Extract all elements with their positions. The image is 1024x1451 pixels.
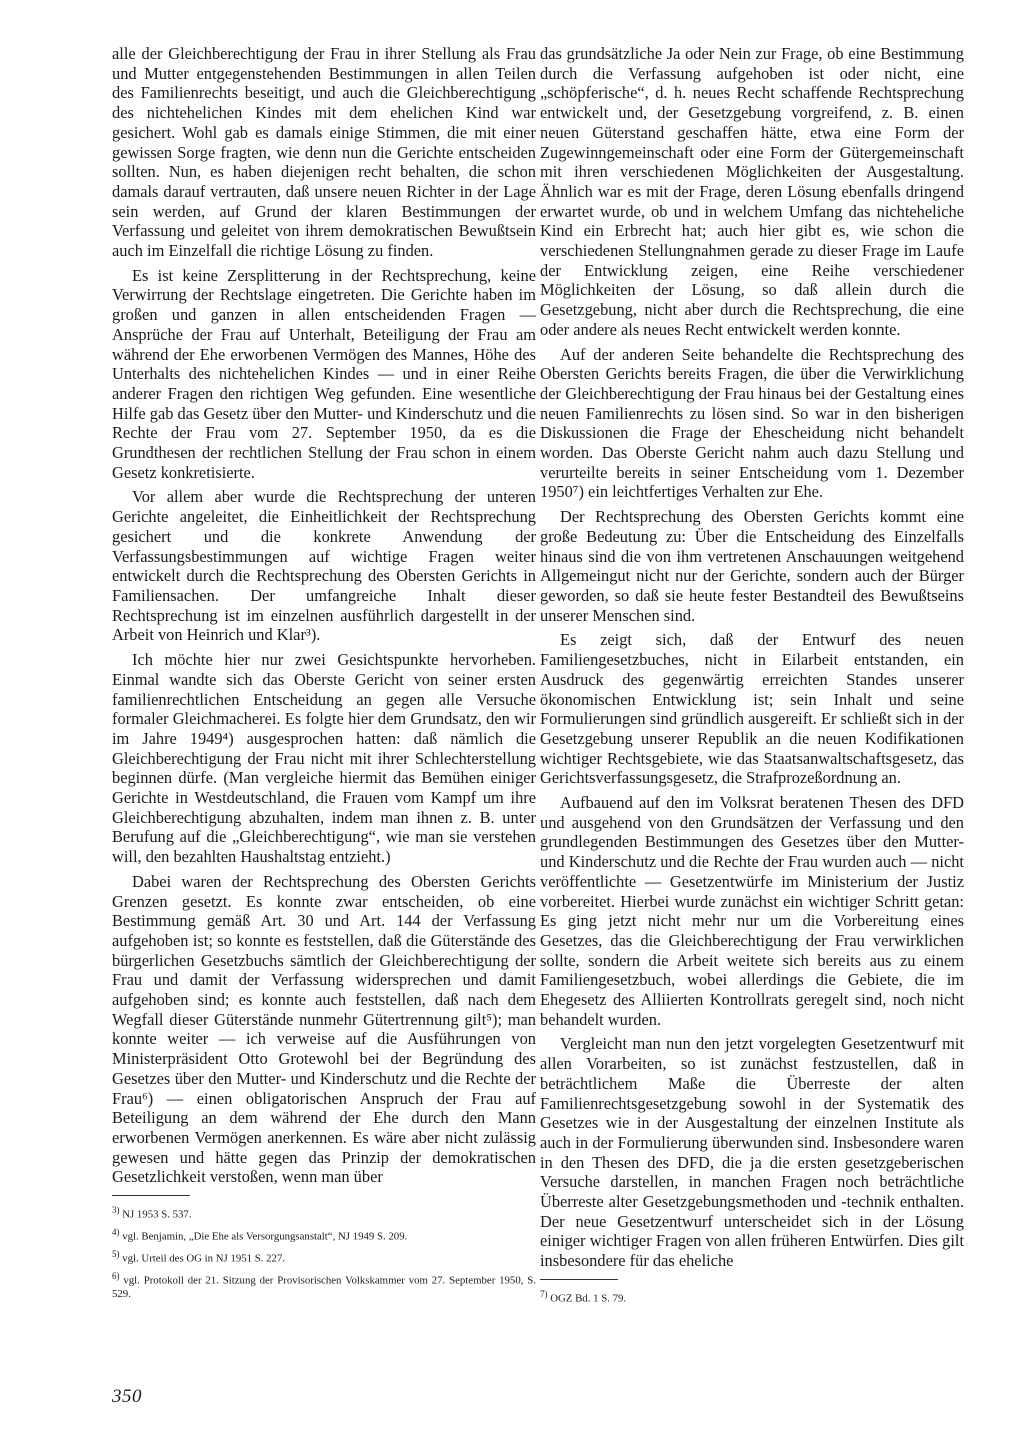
footnotes: [540, 1288, 964, 1306]
footnote: [112, 1248, 536, 1266]
paragraph: Auf der anderen Seite behandelte die Rechtsprechung des Obersten Gerichts bereits Fragen, die über die Verwirklichung der Gleichberechtigung der Frau hinaus bei der Gestaltung eines neuen Familienrechts zu lösen sind. So war in den bisherigen Diskussionen die Frage der Ehescheidung nicht behandelt worden. Das Oberste Gericht nahm auch dazu Stellung und verurteilte bereits in seiner Entscheidung vom 1. Dezember 1950⁷) ein leichtfertiges Verhalten zur Ehe.: [540, 344, 964, 502]
footnote-number: 7): [540, 1288, 548, 1299]
left-column: [112, 44, 536, 1306]
paragraph: Vor allem aber wurde die Rechtsprechung der unteren Gerichte angeleitet, die Einheitlichkeit der Rechtsprechung gesichert und die konkrete Anwendung der Verfassungsbestimmungen auf wichtige Fragen weiter entwickelt durch die Rechtsprechung des Obersten Gerichts in Familiensachen. Der umfangreiche Inhalt dieser Rechtsprechung ist im einzelnen ausführlich dargestellt in der Arbeit von Heinrich und Klar³).: [112, 487, 536, 645]
paragraph: Ich möchte hier nur zwei Gesichtspunkte hervorheben. Einmal wandte sich das Oberste Gericht von seiner ersten familienrechtlichen Entscheidung an gegen alle Versuche formaler Gleichmacherei. Es folgte hier dem Grundsatz, den wir im Jahre 1949⁴) ausgesprochen hatten: daß nämlich die Gleichberechtigung der Frau nicht mit ihrer Schlechterstellung beginnen dürfe. (Man vergleiche hiermit das Bemühen einiger Gerichte in Westdeutschland, die Frauen vom Kampf um ihre Gleichberechtigung abzuhalten, indem man ihnen z. B. unter Berufung auf die „Gleichberechtigung“, wie man sie verstehen will, den bezahlten Haushaltstag entzieht.): [112, 650, 536, 867]
footnote-number: 5): [112, 1249, 120, 1260]
paragraph: Aufbauend auf den im Volksrat beratenen Thesen des DFD und ausgehend von den Grundsätzen der Verfassung und den grundlegenden Bestimmungen des Gesetzes über den Mutter- und Kinderschutz und die Rechte der Frau wurden auch — nicht veröffentlichte — Gesetzentwürfe im Ministerium der Justiz vorbereitet. Hierbei wurde zunächst ein wichtiger Schritt getan: Es ging jetzt nicht mehr nur um die Vorbereitung eines Gesetzes, das die Gleichberechtigung der Frau verwirklichen sollte, sondern die Arbeit weitete sich bereits aus zu einem Familiengesetzbuch, wobei allerdings die Gebiete, die im Ehegesetz des Alliierten Kontrollrats geregelt sind, noch nicht behandelt wurden.: [540, 793, 964, 1029]
footnote: [540, 1288, 964, 1306]
paragraph: Der Rechtsprechung des Obersten Gerichts kommt eine große Bedeutung zu: Über die Entscheidung des Einzelfalls hinaus sind die von ihm vertretenen Anschauungen weitgehend Allgemeingut nicht nur der Gerichte, sondern auch der Bürger geworden, so daß sie heute fester Bestandteil des Bewußtseins unserer Menschen sind.: [540, 507, 964, 625]
paragraph: Dabei waren der Rechtsprechung des Obersten Gerichts Grenzen gesetzt. Es konnte zwar entscheiden, ob eine Bestimmung gemäß Art. 30 und Art. 144 der Verfassung aufgehoben ist; so konnte es feststellen, daß die Güterstände des bürgerlichen Gesetzbuchs sämtlich der Gleichberechtigung der Frau und damit der Verfassung widersprechen und damit aufgehoben sind; es konnte auch feststellen, daß nach dem Wegfall dieser Güterstände nunmehr Gütertrennung gilt⁵); man konnte weiter — ich verweise auf die Ausführungen von Ministerpräsident Otto Grotewohl bei der Begründung des Gesetzes über den Mutter- und Kinderschutz und die Rechte der Frau⁶) — einen obligatorischen Anspruch der Frau auf Beteiligung an dem während der Ehe durch den Mann erworbenen Vermögen anerkennen. Es wäre aber nicht zulässig gewesen und hätte gegen das Prinzip der demokratischen Gesetzlichkeit verstoßen, wenn man über: [112, 871, 536, 1187]
footnote: [112, 1226, 536, 1244]
right-column: [540, 44, 964, 1310]
footnote-number: 6): [112, 1271, 120, 1282]
footnote-number: 3): [112, 1205, 120, 1216]
footnote-text: NJ 1953 S. 537.: [122, 1208, 192, 1221]
paragraph: alle der Gleichberechtigung der Frau in ihrer Stellung als Frau und Mutter entgegenstehenden Bestimmungen in allen Teilen des Familienrechts beseitigt, und auch die Gleichberechtigung des nichtehelichen Kindes mit dem ehelichen Kind war gesichert. Wohl gab es damals einige Stimmen, die mit einer gewissen Sorge fragten, wie denn nun die Gerichte entscheiden sollten. Nun, es haben diejenigen recht behalten, die schon damals darauf vertrauten, daß unsere neuen Richter in der Lage sein werden, auf Grund der klaren Bestimmungen der Verfassung und geleitet von ihrem demokratischen Bewußtsein auch im Einzelfall die richtige Lösung zu finden.: [112, 44, 536, 261]
paragraph: Es zeigt sich, daß der Entwurf des neuen Familiengesetzbuches, nicht in Eilarbeit entstanden, ein Ausdruck des gegenwärtig erreichten Standes unserer ökonomischen Entwicklung ist; sein Inhalt und seine Formulierungen sind gründlich ausgereift. Er schließt sich in der Gesetzgebung unserer Republik an die neuen Kodifikationen wichtiger Rechtsgebiete, wie das Staatsanwaltschaftsgesetz, das Gerichtsverfassungsgesetz, die Strafprozeßordnung an.: [540, 630, 964, 788]
footnote-text: vgl. Protokoll der 21. Sitzung der Provisorischen Volkskammer vom 27. September 1950, S. 529.: [112, 1274, 536, 1301]
footnote-text: vgl. Benjamin, „Die Ehe als Versorgungsanstalt“, NJ 1949 S. 209.: [122, 1230, 408, 1243]
paragraph: Es ist keine Zersplitterung in der Rechtsprechung, keine Verwirrung der Rechtslage eingetreten. Die Gerichte haben im großen und ganzen in allen entscheidenden Fragen — Ansprüche der Frau auf Unterhalt, Beteiligung der Frau am während der Ehe erworbenen Vermögen des Mannes, Höhe des Unterhalts des nichtehelichen Kindes — und in einer Reihe anderer Fragen den richtigen Weg gefunden. Eine wesentliche Hilfe gab das Gesetz über den Mutter- und Kinderschutz und die Rechte der Frau vom 27. September 1950, da es die Grundthesen der rechtlichen Stellung der Frau schon in einem Gesetz konkretisierte.: [112, 265, 536, 482]
footnote: [112, 1270, 536, 1302]
page-number: 350: [112, 1386, 142, 1407]
footnote: [112, 1204, 536, 1222]
footnote-number: 4): [112, 1227, 120, 1238]
footnote-text: OGZ Bd. 1 S. 79.: [550, 1292, 627, 1305]
footnote-divider: [112, 1195, 190, 1196]
paragraph: Vergleicht man nun den jetzt vorgelegten Gesetzentwurf mit allen Vorarbeiten, so ist zunächst festzustellen, daß in beträchtlichem Maße die Überreste der alten Familienrechtsgesetzgebung sowohl in der Systematik des Gesetzes wie in der Ausgestaltung der einzelnen Institute als auch in der Formulierung überwunden sind. Insbesondere waren in den Thesen des DFD, die ja die ersten gesetzgeberischen Versuche darstellen, in manchen Fragen noch beträchtliche Überreste alter Gesetzgebungsmethoden und -technik enthalten. Der neue Gesetzentwurf unterscheidet sich in der Lösung einiger wichtiger Fragen von allen früheren Entwürfen. Dies gilt insbesondere für das eheliche: [540, 1034, 964, 1271]
footnote-divider: [540, 1279, 618, 1280]
paragraph: das grundsätzliche Ja oder Nein zur Frage, ob eine Bestimmung durch die Verfassung aufgehoben ist oder nicht, eine „schöpferische“, d. h. neues Recht schaffende Rechtsprechung entwickelt und, der Gesetzgebung vorgreifend, z. B. einen neuen Güterstand geschaffen hätte, etwa eine Form der Zugewinngemeinschaft oder eine Form der Gütergemeinschaft mit ihren verschiedenen Möglichkeiten der Ausgestaltung. Ähnlich war es mit der Frage, deren Lösung ebenfalls dringend erwartet wurde, ob und in welchem Umfang das nichteheliche Kind ein Erbrecht hat; auch hier gibt es, wie schon die verschiedenen Stellungnahmen gerade zu dieser Frage im Laufe der Entwicklung zeigen, eine Reihe verschiedener Möglichkeiten der Lösung, so daß allein durch die Gesetzgebung, nicht aber durch die Rechtsprechung, die eine oder andere als neues Recht entwickelt werden konnte.: [540, 44, 964, 339]
footnote-text: vgl. Urteil des OG in NJ 1951 S. 227.: [122, 1252, 286, 1265]
footnotes: [112, 1204, 536, 1302]
